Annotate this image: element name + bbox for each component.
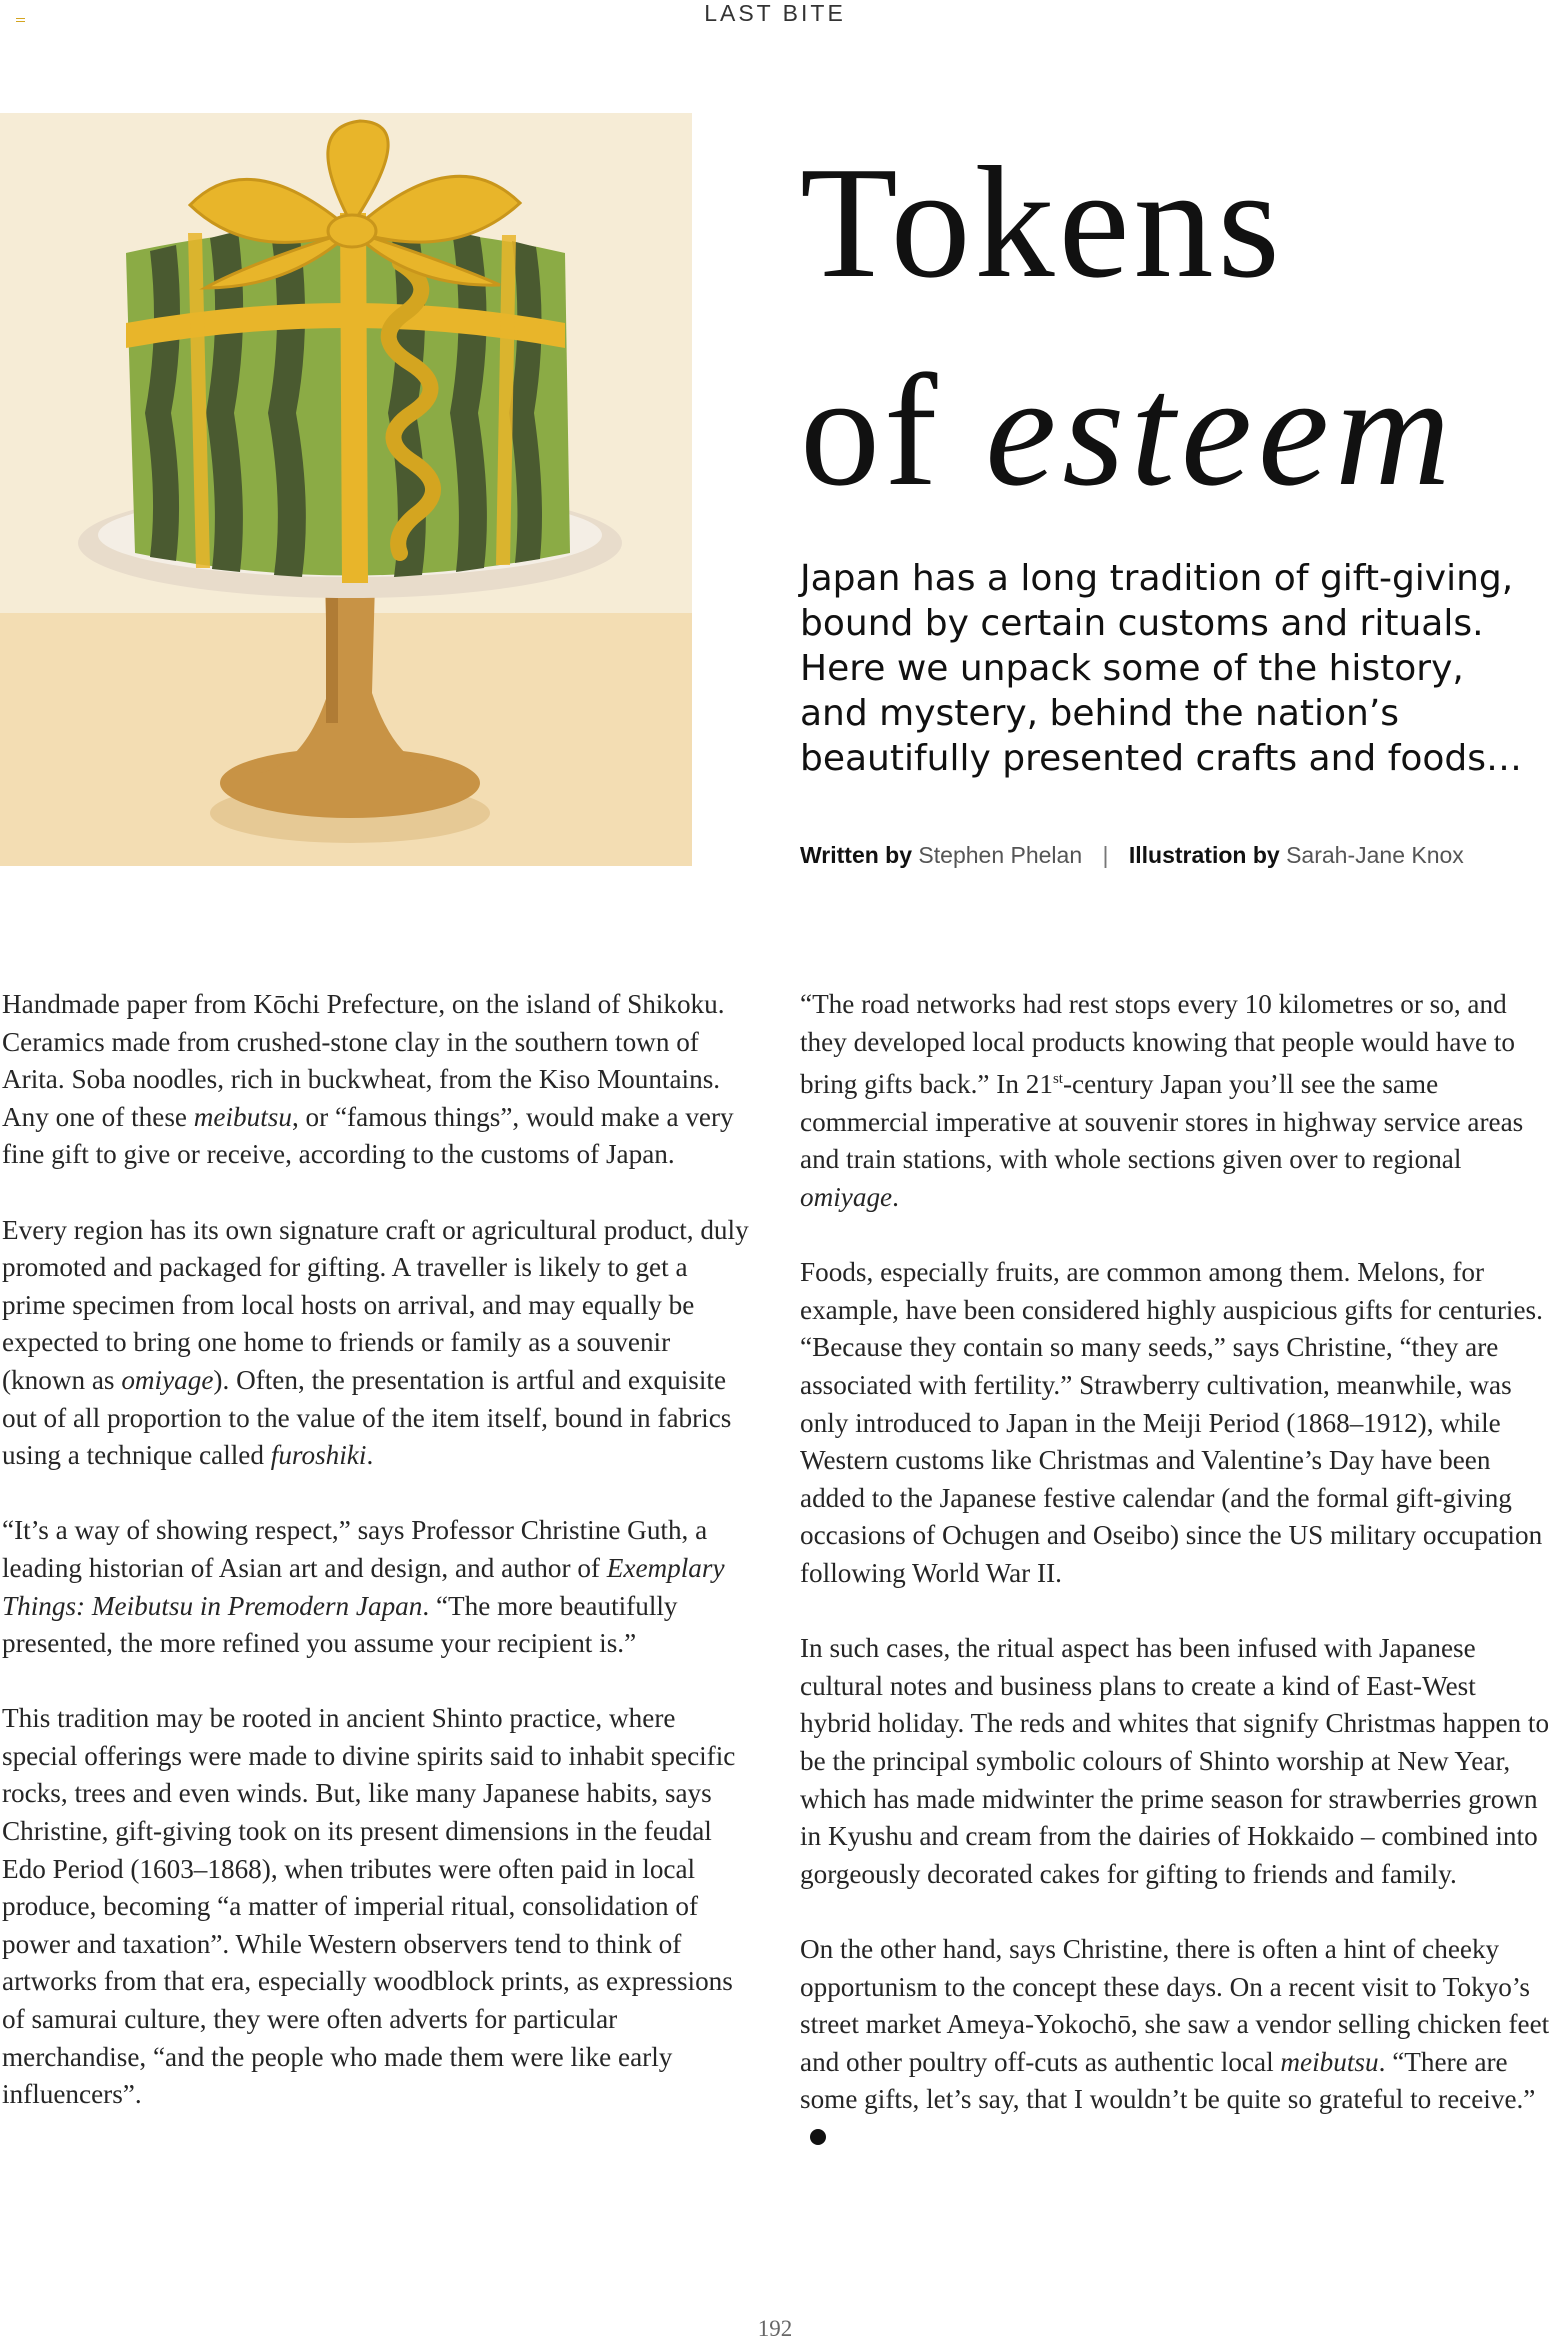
page-number: 192 bbox=[757, 2316, 793, 2341]
body-column-right bbox=[800, 986, 1550, 2194]
standfirst: Japan has a long tradition of gift-giving, bound by certain customs and rituals. Here we unpack some of the history, and mystery, behind the nation’s beautifully presented crafts and foods… bbox=[800, 558, 1523, 779]
writer-name: Stephen Phelan bbox=[918, 842, 1083, 868]
paragraph: Foods, especially fruits, are common among them. Melons, for example, have been considered highly auspicious gifts for centuries. “Because they contain so many seeds,” says Christine, “they are associated with fertility.” Strawberry cultivation, meanwhile, was only introduced to Japan in the Meiji Period (1868–1912), while Western customs like Christmas and Valentine’s Day have been added to the Japanese festive calendar (and the formal gift-giving occasions of Ochugen and Oseibo) since the US military occupation following World War II. bbox=[800, 1257, 1543, 1588]
written-by-label: Written by bbox=[800, 842, 913, 868]
paragraph: On the other hand, says Christine, there is often a hint of cheeky opportunism to the concept these days. On a recent visit to Tokyo’s street market Ameya-Yokochō, she saw a vendor selling chicken feet and other poultry off-cuts as authentic local meibutsu. “There are some gifts, let’s say, that I wouldn’t be quite so grateful to receive.” bbox=[800, 1931, 1550, 2157]
paragraph: “The road networks had rest stops every 10 kilometres or so, and they developed local products knowing that people would have to bring gifts back.” In 21st-century Japan you’ll see the same commercial imperative at souvenir stores in highway service areas and train stations, with whole sections given over to regional omiyage. bbox=[800, 989, 1524, 1213]
byline bbox=[800, 842, 1464, 869]
body-column-left bbox=[2, 986, 752, 2151]
paragraph: In such cases, the ritual aspect has been infused with Japanese cultural notes and business plans to create a kind of East-West hybrid holiday. The reds and whites that signify Christmas happen to be the principal symbolic colours of Shinto worship at New Year, which has made midwinter the prime season for strawberries grown in Kyushu and cream from the dairies of Hokkaido – combined into gorgeously decorated cakes for gifting to friends and family. bbox=[800, 1633, 1550, 1889]
title-of: of bbox=[800, 341, 942, 519]
page-title bbox=[800, 118, 1457, 534]
title-line-2 bbox=[800, 326, 1457, 534]
end-mark-icon bbox=[810, 2129, 826, 2145]
bow-knot bbox=[328, 215, 376, 247]
byline-separator: | bbox=[1102, 842, 1109, 868]
paragraph: Every region has its own signature craft or agricultural product, duly promoted and packaged for gifting. A traveller is likely to get a prime specimen from local hosts on arrival, and may equally be expected to bring one home to friends or family as a souvenir (known as omiyage). Often, the presentation is artful and exquisite out of all proportion to the value of the item itself, bound in fabrics using a technique called furoshiki. bbox=[2, 1214, 749, 1471]
paragraph: This tradition may be rooted in ancient Shinto practice, where special offerings were made to divine spirits said to inhabit specific rocks, trees and even winds. But, like many Japanese habits, says Christine, gift-giving took on its present dimensions in the feudal Edo Period (1603–1868), when tributes were often paid in local produce, becoming “a matter of imperial ritual, consolidation of power and taxation”. While Western observers tend to think of artworks from that era, especially woodblock prints, as expressions of samurai culture, they were often adverts for particular merchandise, “and the people who made them were like early influencers”. bbox=[2, 1703, 736, 2110]
title-emphasis: esteem bbox=[985, 341, 1457, 519]
illustration-by-label: Illustration by bbox=[1128, 842, 1280, 868]
paragraph: Handmade paper from Kōchi Prefecture, on the island of Shikoku. Ceramics made from crushed-stone clay in the southern town of Arita. Soba noodles, rich in buckwheat, from the Kiso Mountains. Any one of these meibutsu, or “famous things”, would make a very fine gift to give or receive, according to the customs of Japan. bbox=[2, 989, 734, 1170]
illustrator-name: Sarah-Jane Knox bbox=[1286, 842, 1464, 868]
title-line-1: Tokens bbox=[800, 133, 1284, 311]
section-label: LAST BITE bbox=[704, 0, 846, 26]
watermelon-gift-illustration bbox=[0, 113, 692, 866]
ribbon-vertical bbox=[340, 213, 368, 583]
paragraph: “It’s a way of showing respect,” says Professor Christine Guth, a leading historian of Asian art and design, and author of Exemplary Things: Meibutsu in Premodern Japan. “The more beautifully presented, the more refined you assume your recipient is.” bbox=[2, 1515, 725, 1659]
stand-stem-shade bbox=[326, 583, 338, 723]
